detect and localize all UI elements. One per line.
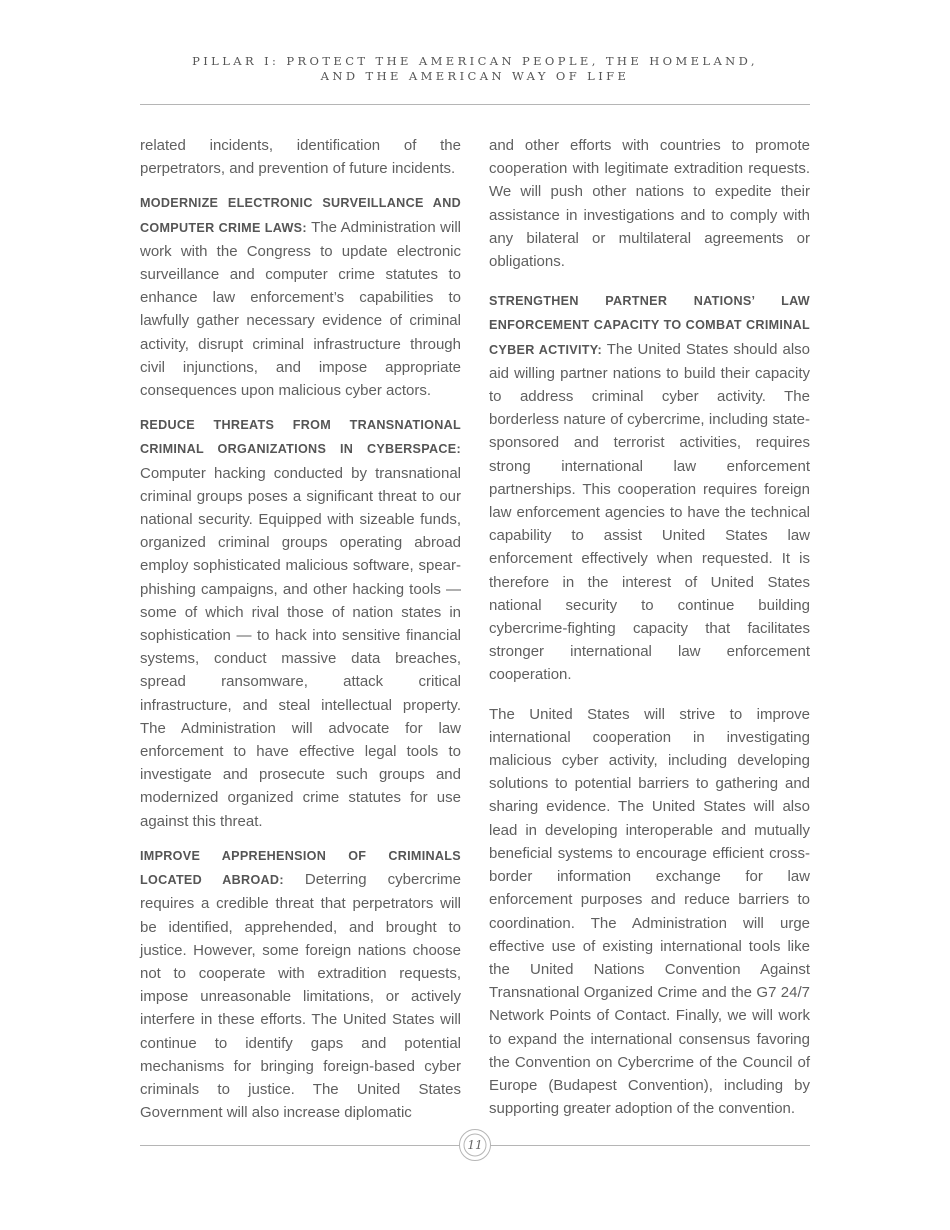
right-column (489, 134, 810, 1131)
paragraph-body: The United States should also aid willing partner nations to build their capacity to address criminal cyber activity. The borderless nature of cybercrime, including state-sponsored and terrorist activities, requires strong international law enforcement partnerships. This cooperation requires foreign law enforcement agencies to have the technical capability to assist United States law enforcement effectively when requested. It is therefore in the interest of United States national security to continue building cybercrime-fighting capacity that facilitates stronger international law enforcement cooperation. (489, 340, 810, 684)
paragraph-strengthen-partners (489, 289, 810, 686)
section-heading: MODERNIZE ELECTRONIC SURVEILLANCE AND COMPUTER CRIME LAWS: (140, 196, 461, 235)
paragraph-improve-apprehension (140, 844, 461, 1124)
left-column (140, 134, 461, 1135)
header-divider (140, 104, 810, 105)
section-heading: IMPROVE APPREHENSION OF CRIMINALS LOCATED ABROAD: (140, 848, 461, 888)
footer-divider-right (490, 1145, 810, 1146)
running-header-line-2: AND THE AMERICAN WAY OF LIFE (320, 69, 630, 83)
paragraph-reduce-threats (140, 413, 461, 833)
section-heading: REDUCE THREATS FROM TRANSNATIONAL CRIMINAL ORGANIZATIONS IN CYBERSPACE: (140, 418, 461, 457)
page-number: 11 (467, 1138, 483, 1152)
running-header (140, 54, 810, 84)
paragraph-continued: related incidents, identification of the perpetrators, and prevention of future incidents. (140, 137, 461, 178)
paragraph-body: The Administration will work with the Congress to update electronic surveillance and computer crime statutes to enhance law enforcement’s capabilities to lawfully gather necessary evidence of criminal activity, disrupt criminal infrastructure through civil injunctions, and impose appropriate consequences upon malicious cyber actors. (140, 218, 462, 400)
paragraph-continued: and other efforts with countries to promote cooperation with legitimate extradition requests. We will push other nations to expedite their assistance in investigations and to comply with any bilateral or multilateral agreements or obligations. (489, 137, 810, 271)
page-number-badge (458, 1128, 492, 1162)
paragraph-international-cooperation: The United States will strive to improve international cooperation in investigating malicious cyber activity, including developing solutions to potential barriers to gathering and sharing evidence. The United States will also lead in developing interoperable and mutually beneficial systems to encourage efficient cross-border information exchange for law enforcement purposes and reduce barriers to coordination. The Administration will urge effective use of existing international tools like the United Nations Convention Against Transnational Organized Crime and the G7 24/7 Network Points of Contact. Finally, we will work to expand the international consensus favoring the Convention on Cybercrime of the Council of Europe (Budapest Convention), including by supporting greater adoption of the convention. (489, 705, 810, 1118)
paragraph-body: Computer hacking conducted by transnational criminal groups poses a significant threat to our national security. Equipped with sizeable funds, organized criminal groups operating abroad employ sophisticated malicious software, spear-phishing campaigns, and other hacking tools — some of which rival those of nation states in sophistication — to hack into sensitive financial systems, conduct massive data breaches, spread ransomware, attack critical infrastructure, and steal intellectual property. The Administration will advocate for law enforcement to have effective legal tools to investigate and prosecute such groups and modernized organized crime statutes for use against this threat. (140, 464, 461, 830)
running-header-line-1: PILLAR I: PROTECT THE AMERICAN PEOPLE, THE HOMELAND, (192, 54, 758, 68)
paragraph-body: Deterring cybercrime requires a credible threat that perpetrators will be identified, apprehended, and brought to justice. However, some foreign nations choose not to cooperate with extradition requests, impose unreasonable limitations, or actively interfere in these efforts. The United States will continue to identify gaps and potential mechanisms for bringing foreign-based cyber criminals to justice. The United States Government will also increase diplomatic (140, 871, 461, 1122)
section-heading: STRENGTHEN PARTNER NATIONS’ LAW ENFORCEMENT CAPACITY TO COMBAT CRIMINAL CYBER ACTIVITY: (489, 294, 810, 357)
paragraph-modernize-surveillance (140, 191, 461, 402)
footer-divider-left (140, 1145, 460, 1146)
